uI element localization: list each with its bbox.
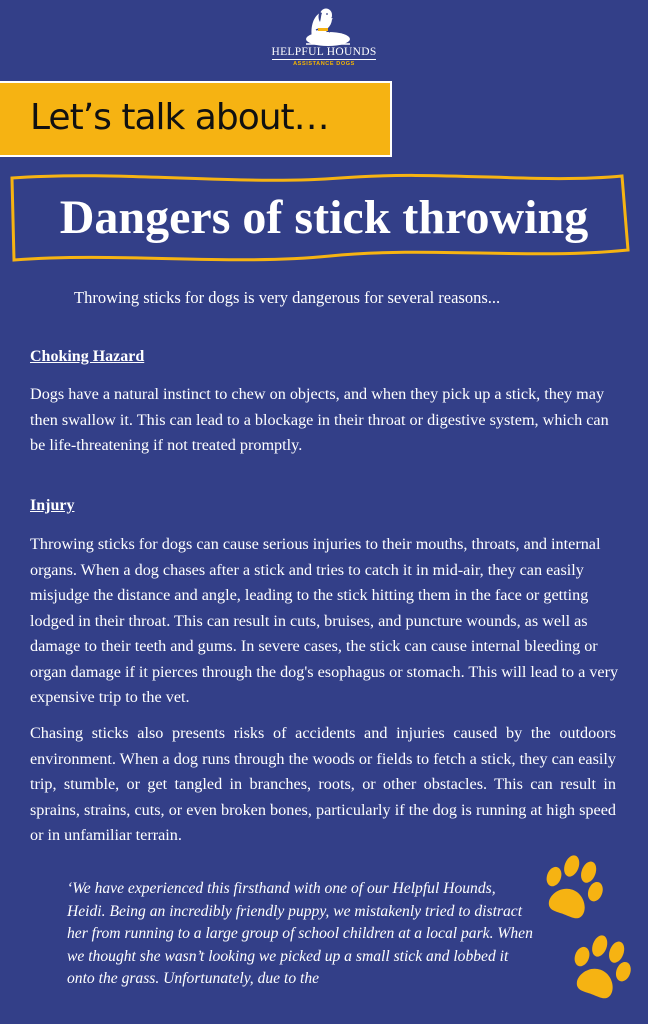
dog-logo-icon [292, 4, 356, 48]
paw-print-icon [536, 846, 612, 926]
page-title: Dangers of stick throwing [59, 191, 589, 244]
title-banner [0, 168, 648, 268]
section-heading-choking: Choking Hazard [30, 348, 145, 365]
logo-subtitle: ASSISTANCE DOGS [293, 61, 355, 67]
logo [0, 4, 648, 68]
section-heading-injury: Injury [30, 497, 75, 514]
logo-name: HELPFUL HOUNDS [271, 46, 377, 58]
paragraph-injury-2: Chasing sticks also presents risks of accidents and injuries caused by the outdoors environment. When a dog runs through the woods or fields to fetch a stick, they can easily trip, stumble, or get tangled in branches, roots, or other obstacles. This can result in sprains, strains, cuts, or even broken bones, particularly if the dog is running at high speed or in unfamiliar terrain. [30, 724, 616, 844]
paragraph-injury-1: Throwing sticks for dogs can cause serious injuries to their mouths, throats, and internal organs. When a dog chases after a stick and tries to catch it in mid-air, they can easily misjudge the distance and angle, leading to the stick hitting them in the face or getting lodged in their throat. This can result in cuts, bruises, and puncture wounds, as well as damage to their teeth and gums. In severe cases, the stick can cause internal bleeding or organ damage if it pierces through the dog's esophagus or stomach. This will lead to a very expensive trip to the vet. [30, 535, 619, 706]
paw-print-icon [564, 926, 640, 1006]
intro-text: Throwing sticks for dogs is very dangerous for several reasons... [74, 288, 501, 307]
lead-box [0, 81, 392, 157]
testimonial-quote: ‘We have experienced this firsthand with one of our Helpful Hounds, Heidi. Being an incredibly friendly puppy, we mistakenly tried to distract her from running to a large group of school children at a local park. When we thought she wasn’t looking we picked up a small stick and lobbed it onto the grass. Unfortunately, due to the [67, 880, 533, 987]
paragraph-choking: Dogs have a natural instinct to chew on objects, and when they pick up a stick, they may then swallow it. This can lead to a blockage in their throat or digestive system, which can be life-threatening if not treated promptly. [30, 385, 609, 454]
lead-text: Let’s talk about… [30, 97, 329, 138]
